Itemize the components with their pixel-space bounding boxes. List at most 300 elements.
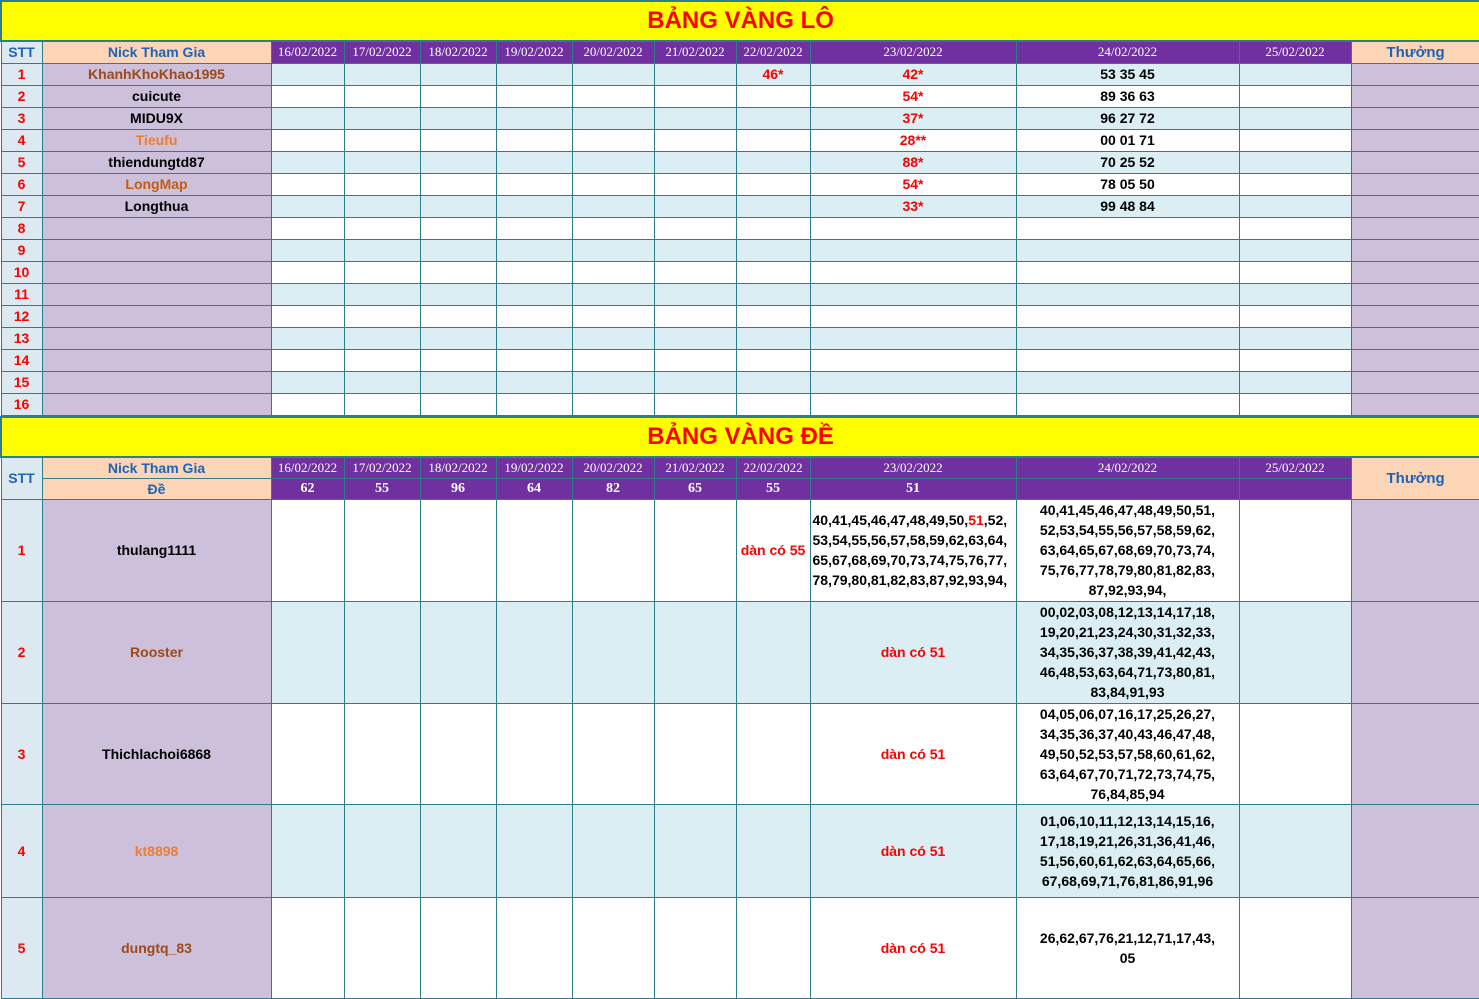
- lo-day-cell: 42*: [810, 63, 1016, 85]
- lo-nick: LongMap: [42, 173, 271, 195]
- de-day-cell: [1239, 897, 1351, 998]
- lo-day-cell: [572, 107, 654, 129]
- de-stt: 5: [1, 897, 42, 998]
- de-result: 82: [572, 478, 654, 499]
- lo-day-cell: [271, 195, 344, 217]
- lo-date-header: 20/02/2022: [572, 41, 654, 63]
- lo-stt: 7: [1, 195, 42, 217]
- de-day-cell: [271, 897, 344, 998]
- de-date-header: 16/02/2022: [271, 457, 344, 478]
- lo-day-cell: [1016, 283, 1239, 305]
- de-day-cell: [420, 804, 496, 897]
- lo-day-cell: [271, 239, 344, 261]
- de-day-cell: [496, 897, 572, 998]
- lo-day-cell: [1016, 217, 1239, 239]
- de-date-header: 18/02/2022: [420, 457, 496, 478]
- de-day-cell: 26,62,67,76,21,12,71,17,43,05: [1016, 897, 1239, 998]
- lo-day-cell: 33*: [810, 195, 1016, 217]
- lo-thuong-cell: [1351, 239, 1479, 261]
- lo-stt: 2: [1, 85, 42, 107]
- de-day-cell: 04,05,06,07,16,17,25,26,27,34,35,36,37,40,43,46,47,48,49,50,52,53,57,58,60,61,62,63,64,67,70,71,72,73,74,75,76,84,85,94: [1016, 703, 1239, 804]
- lo-day-cell: [1239, 195, 1351, 217]
- de-day-cell: [344, 804, 420, 897]
- lo-day-cell: [1239, 151, 1351, 173]
- lo-day-cell: [572, 63, 654, 85]
- de-note: dàn có 51: [880, 842, 946, 859]
- lo-row: [1, 151, 1479, 173]
- de-list-part: ,52,53,54,55,56,57,58,59,62,63,64,65,67,68,69,70,73,74,75,76,77,78,79,80,81,82,83,87,92,93,94,: [812, 512, 1008, 588]
- lo-day-cell: [344, 107, 420, 129]
- lo-day-cell: [271, 349, 344, 371]
- de-day-cell: [271, 601, 344, 703]
- de-day-cell: [810, 804, 1016, 897]
- lo-day-cell: [654, 195, 736, 217]
- lo-day-cell: [654, 349, 736, 371]
- de-day-cell: [271, 499, 344, 601]
- lo-thuong-cell: [1351, 261, 1479, 283]
- lo-stt: 16: [1, 393, 42, 415]
- lo-day-cell: [736, 85, 810, 107]
- lo-nick: MIDU9X: [42, 107, 271, 129]
- de-row: [1, 703, 1479, 804]
- lo-day-cell: [271, 151, 344, 173]
- lo-day-cell: [496, 63, 572, 85]
- lo-day-cell: [420, 327, 496, 349]
- lo-day-cell: [1239, 63, 1351, 85]
- de-stt-header: STT: [1, 457, 42, 499]
- lo-day-cell: [420, 371, 496, 393]
- lo-day-cell: [1239, 327, 1351, 349]
- lo-day-cell: [572, 173, 654, 195]
- de-result: 62: [271, 478, 344, 499]
- lo-thuong-cell: [1351, 327, 1479, 349]
- lo-date-header: 16/02/2022: [271, 41, 344, 63]
- de-day-cell: [810, 499, 1016, 601]
- lo-day-cell: 88*: [810, 151, 1016, 173]
- lo-day-cell: [736, 393, 810, 415]
- lo-day-cell: [1016, 327, 1239, 349]
- lo-thuong-cell: [1351, 173, 1479, 195]
- lo-day-cell: [271, 393, 344, 415]
- lo-day-cell: [344, 261, 420, 283]
- lo-day-cell: [736, 239, 810, 261]
- de-day-cell: [736, 601, 810, 703]
- lo-day-cell: [654, 85, 736, 107]
- lo-day-cell: [654, 283, 736, 305]
- lo-day-cell: 70 25 52: [1016, 151, 1239, 173]
- lo-nick: thiendungtd87: [42, 151, 271, 173]
- lo-date-header: 25/02/2022: [1239, 41, 1351, 63]
- lo-day-cell: 96 27 72: [1016, 107, 1239, 129]
- de-date-header: 21/02/2022: [654, 457, 736, 478]
- lo-day-cell: [344, 349, 420, 371]
- lo-thuong-cell: [1351, 283, 1479, 305]
- lo-date-header: 24/02/2022: [1016, 41, 1239, 63]
- lo-nick: [42, 393, 271, 415]
- lo-row: [1, 173, 1479, 195]
- lo-day-cell: [496, 173, 572, 195]
- lo-day-cell: [271, 261, 344, 283]
- lo-day-cell: [654, 261, 736, 283]
- lo-day-cell: [736, 349, 810, 371]
- lo-day-cell: [420, 195, 496, 217]
- lo-day-cell: [344, 283, 420, 305]
- de-day-cell: [654, 703, 736, 804]
- de-nick: thulang1111: [42, 499, 271, 601]
- lo-date-header: 18/02/2022: [420, 41, 496, 63]
- lo-day-cell: [736, 283, 810, 305]
- de-day-cell: [344, 499, 420, 601]
- lo-day-cell: [1239, 261, 1351, 283]
- de-day-cell: [572, 601, 654, 703]
- lo-day-cell: [736, 129, 810, 151]
- lo-row: [1, 63, 1479, 85]
- lo-day-cell: [344, 173, 420, 195]
- lo-day-cell: [736, 217, 810, 239]
- lo-stt-header: STT: [1, 41, 42, 63]
- lo-thuong-cell: [1351, 107, 1479, 129]
- lo-nick: [42, 305, 271, 327]
- de-list-part: 40,41,45,46,47,48,49,50,: [812, 512, 969, 528]
- lo-thuong-header: Thưởng: [1351, 41, 1479, 63]
- lo-stt: 14: [1, 349, 42, 371]
- lo-day-cell: [1239, 107, 1351, 129]
- lo-day-cell: [344, 195, 420, 217]
- lo-day-cell: [1239, 239, 1351, 261]
- de-date-header: 19/02/2022: [496, 457, 572, 478]
- lo-day-cell: 54*: [810, 85, 1016, 107]
- de-day-cell: [1239, 601, 1351, 703]
- lo-nick: KhanhKhoKhao1995: [42, 63, 271, 85]
- lo-title: BẢNG VÀNG LÔ: [1, 1, 1479, 41]
- de-day-cell: [496, 703, 572, 804]
- lo-nick: [42, 217, 271, 239]
- lo-day-cell: [496, 195, 572, 217]
- lo-day-cell: [271, 107, 344, 129]
- de-result: [1239, 478, 1351, 499]
- lo-day-cell: [271, 305, 344, 327]
- lo-day-cell: [572, 283, 654, 305]
- lo-day-cell: [1239, 217, 1351, 239]
- lo-date-header: 21/02/2022: [654, 41, 736, 63]
- de-result: 55: [736, 478, 810, 499]
- lo-day-cell: [344, 151, 420, 173]
- lo-stt: 6: [1, 173, 42, 195]
- lo-thuong-cell: [1351, 371, 1479, 393]
- lo-nick: Tieufu: [42, 129, 271, 151]
- lo-day-cell: [736, 151, 810, 173]
- de-day-cell: [420, 499, 496, 601]
- de-row: [1, 499, 1479, 601]
- de-note: dàn có 51: [880, 939, 946, 956]
- lo-row: [1, 85, 1479, 107]
- de-day-cell: [1239, 804, 1351, 897]
- de-stt: 2: [1, 601, 42, 703]
- lo-day-cell: [271, 217, 344, 239]
- lo-nick: [42, 371, 271, 393]
- lo-thuong-cell: [1351, 129, 1479, 151]
- de-day-cell: [572, 804, 654, 897]
- lo-day-cell: [496, 217, 572, 239]
- de-date-header: 23/02/2022: [810, 457, 1016, 478]
- de-day-cell: [344, 601, 420, 703]
- lo-table: [0, 0, 1479, 416]
- lo-day-cell: [496, 261, 572, 283]
- lo-thuong-cell: [1351, 217, 1479, 239]
- lo-day-cell: [1239, 371, 1351, 393]
- lo-day-cell: [654, 107, 736, 129]
- lo-row: [1, 239, 1479, 261]
- de-note: dàn có 51: [880, 745, 946, 762]
- de-day-cell: [654, 897, 736, 998]
- lo-day-cell: 28**: [810, 129, 1016, 151]
- de-row: [1, 601, 1479, 703]
- de-result: 65: [654, 478, 736, 499]
- lo-day-cell: [572, 393, 654, 415]
- lo-row: [1, 393, 1479, 415]
- lo-day-cell: [572, 327, 654, 349]
- de-note: dàn có 51: [880, 644, 946, 660]
- lo-day-cell: [572, 129, 654, 151]
- lo-stt: 8: [1, 217, 42, 239]
- lo-stt: 13: [1, 327, 42, 349]
- lo-thuong-cell: [1351, 305, 1479, 327]
- lo-day-cell: 78 05 50: [1016, 173, 1239, 195]
- lo-row: [1, 195, 1479, 217]
- de-row: [1, 804, 1479, 897]
- lo-nick-header: Nick Tham Gia: [42, 41, 271, 63]
- lo-row: [1, 107, 1479, 129]
- lo-day-cell: [1239, 129, 1351, 151]
- lo-stt: 12: [1, 305, 42, 327]
- lo-stt: 11: [1, 283, 42, 305]
- lo-day-cell: [736, 371, 810, 393]
- de-day-cell: [736, 703, 810, 804]
- lo-day-cell: [810, 305, 1016, 327]
- lo-day-cell: [572, 85, 654, 107]
- lo-row: [1, 305, 1479, 327]
- lo-date-header: 19/02/2022: [496, 41, 572, 63]
- lo-day-cell: [271, 173, 344, 195]
- de-nick: Rooster: [42, 601, 271, 703]
- lo-day-cell: [736, 327, 810, 349]
- lo-day-cell: [420, 107, 496, 129]
- lo-day-cell: [271, 63, 344, 85]
- de-day-cell: [572, 897, 654, 998]
- lo-day-cell: [271, 85, 344, 107]
- lo-day-cell: [344, 239, 420, 261]
- lo-day-cell: [420, 151, 496, 173]
- lo-day-cell: [654, 327, 736, 349]
- de-day-cell: [344, 703, 420, 804]
- lo-day-cell: [496, 371, 572, 393]
- lo-day-cell: [810, 239, 1016, 261]
- lo-day-cell: [810, 283, 1016, 305]
- de-day-cell: [736, 897, 810, 998]
- lo-nick: Longthua: [42, 195, 271, 217]
- de-list-highlight: 51: [968, 512, 984, 528]
- de-day-cell: [271, 804, 344, 897]
- lo-row: [1, 349, 1479, 371]
- lo-day-cell: 89 36 63: [1016, 85, 1239, 107]
- de-date-header: 20/02/2022: [572, 457, 654, 478]
- lo-day-cell: [654, 305, 736, 327]
- lo-day-cell: [572, 151, 654, 173]
- de-thuong-cell: [1351, 499, 1479, 601]
- de-day-cell: dàn có 55: [736, 499, 810, 601]
- de-title: BẢNG VÀNG ĐỀ: [1, 417, 1479, 457]
- lo-day-cell: [1239, 173, 1351, 195]
- lo-day-cell: [271, 129, 344, 151]
- de-day-cell: 01,06,10,11,12,13,14,15,16,17,18,19,21,26,31,36,41,46,51,56,60,61,62,63,64,65,66,67,68,69,71,76,81,86,91,96: [1016, 804, 1239, 897]
- lo-day-cell: [572, 371, 654, 393]
- lo-stt: 1: [1, 63, 42, 85]
- lo-row: [1, 217, 1479, 239]
- lo-day-cell: [736, 195, 810, 217]
- de-day-cell: 40,41,45,46,47,48,49,50,51,52,53,54,55,56,57,58,59,62,63,64,65,67,68,69,70,73,74,75,76,77,78,79,80,81,82,83,87,92,93,94,: [1016, 499, 1239, 601]
- lo-day-cell: [344, 305, 420, 327]
- lo-day-cell: 99 48 84: [1016, 195, 1239, 217]
- de-row: [1, 897, 1479, 998]
- de-day-cell: [420, 703, 496, 804]
- lo-day-cell: [736, 261, 810, 283]
- lo-thuong-cell: [1351, 63, 1479, 85]
- lo-day-cell: [654, 371, 736, 393]
- de-day-cell: [810, 703, 1016, 804]
- lo-day-cell: [736, 305, 810, 327]
- lo-day-cell: 00 01 71: [1016, 129, 1239, 151]
- de-stt: 4: [1, 804, 42, 897]
- lo-day-cell: [344, 217, 420, 239]
- lo-day-cell: 46*: [736, 63, 810, 85]
- lo-thuong-cell: [1351, 393, 1479, 415]
- lo-day-cell: 54*: [810, 173, 1016, 195]
- lo-day-cell: [420, 261, 496, 283]
- lo-nick: [42, 349, 271, 371]
- lo-day-cell: [271, 327, 344, 349]
- de-nick-header: Nick Tham Gia: [42, 457, 271, 478]
- lo-stt: 10: [1, 261, 42, 283]
- lo-row: [1, 129, 1479, 151]
- de-date-header: 17/02/2022: [344, 457, 420, 478]
- de-day-cell: [810, 601, 1016, 703]
- de-date-header: 24/02/2022: [1016, 457, 1239, 478]
- lo-day-cell: [572, 305, 654, 327]
- lo-day-cell: [496, 239, 572, 261]
- lo-date-header: 23/02/2022: [810, 41, 1016, 63]
- lo-thuong-cell: [1351, 195, 1479, 217]
- lo-day-cell: [420, 129, 496, 151]
- lo-day-cell: [654, 393, 736, 415]
- lo-date-header: 17/02/2022: [344, 41, 420, 63]
- lo-day-cell: [810, 371, 1016, 393]
- lo-day-cell: [1239, 85, 1351, 107]
- lo-day-cell: [496, 85, 572, 107]
- lo-day-cell: [496, 107, 572, 129]
- de-nick: Thichlachoi6868: [42, 703, 271, 804]
- de-day-cell: [572, 499, 654, 601]
- lo-stt: 15: [1, 371, 42, 393]
- lo-day-cell: [654, 173, 736, 195]
- lo-row: [1, 371, 1479, 393]
- lo-day-cell: 53 35 45: [1016, 63, 1239, 85]
- lo-day-cell: [271, 283, 344, 305]
- lo-day-cell: [572, 217, 654, 239]
- lo-day-cell: [420, 63, 496, 85]
- lo-day-cell: [572, 195, 654, 217]
- lo-day-cell: [496, 393, 572, 415]
- lo-day-cell: [736, 107, 810, 129]
- de-date-header: 22/02/2022: [736, 457, 810, 478]
- lo-day-cell: [344, 129, 420, 151]
- lo-day-cell: [1239, 349, 1351, 371]
- de-day-cell: [654, 499, 736, 601]
- lo-day-cell: [420, 85, 496, 107]
- lo-day-cell: [654, 239, 736, 261]
- lo-day-cell: [420, 393, 496, 415]
- de-stt: 1: [1, 499, 42, 601]
- lo-day-cell: [496, 283, 572, 305]
- de-result: 64: [496, 478, 572, 499]
- lo-stt: 4: [1, 129, 42, 151]
- lo-day-cell: [496, 129, 572, 151]
- lo-stt: 5: [1, 151, 42, 173]
- de-thuong-cell: [1351, 804, 1479, 897]
- de-result: [1016, 478, 1239, 499]
- de-table: [0, 416, 1479, 999]
- lo-day-cell: [420, 173, 496, 195]
- lo-day-cell: [654, 129, 736, 151]
- lo-day-cell: [810, 393, 1016, 415]
- de-day-cell: [1239, 499, 1351, 601]
- lo-day-cell: 37*: [810, 107, 1016, 129]
- de-day-cell: 00,02,03,08,12,13,14,17,18,19,20,21,23,24,30,31,32,33,34,35,36,37,38,39,41,42,43,46,48,53,63,64,71,73,80,81,83,84,91,93: [1016, 601, 1239, 703]
- de-day-cell: [271, 703, 344, 804]
- lo-day-cell: [420, 217, 496, 239]
- de-day-cell: [654, 601, 736, 703]
- de-day-cell: [654, 804, 736, 897]
- de-date-header: 25/02/2022: [1239, 457, 1351, 478]
- lo-day-cell: [496, 305, 572, 327]
- lo-day-cell: [420, 349, 496, 371]
- lo-day-cell: [1016, 349, 1239, 371]
- lo-day-cell: [810, 217, 1016, 239]
- de-day-cell: [572, 703, 654, 804]
- lo-day-cell: [1239, 283, 1351, 305]
- lo-row: [1, 327, 1479, 349]
- lo-date-header: 22/02/2022: [736, 41, 810, 63]
- lo-day-cell: [654, 63, 736, 85]
- lo-stt: 3: [1, 107, 42, 129]
- lo-day-cell: [572, 349, 654, 371]
- lo-day-cell: [420, 239, 496, 261]
- lo-day-cell: [572, 261, 654, 283]
- lo-nick: [42, 261, 271, 283]
- lo-day-cell: [810, 349, 1016, 371]
- de-thuong-cell: [1351, 601, 1479, 703]
- lo-day-cell: [344, 371, 420, 393]
- lo-day-cell: [1016, 239, 1239, 261]
- lo-day-cell: [420, 305, 496, 327]
- de-result: 51: [810, 478, 1016, 499]
- lo-day-cell: [271, 371, 344, 393]
- de-day-cell: [736, 804, 810, 897]
- de-nick: kt8898: [42, 804, 271, 897]
- de-day-cell: [420, 601, 496, 703]
- lo-stt: 9: [1, 239, 42, 261]
- lo-nick: [42, 283, 271, 305]
- de-day-cell: [496, 804, 572, 897]
